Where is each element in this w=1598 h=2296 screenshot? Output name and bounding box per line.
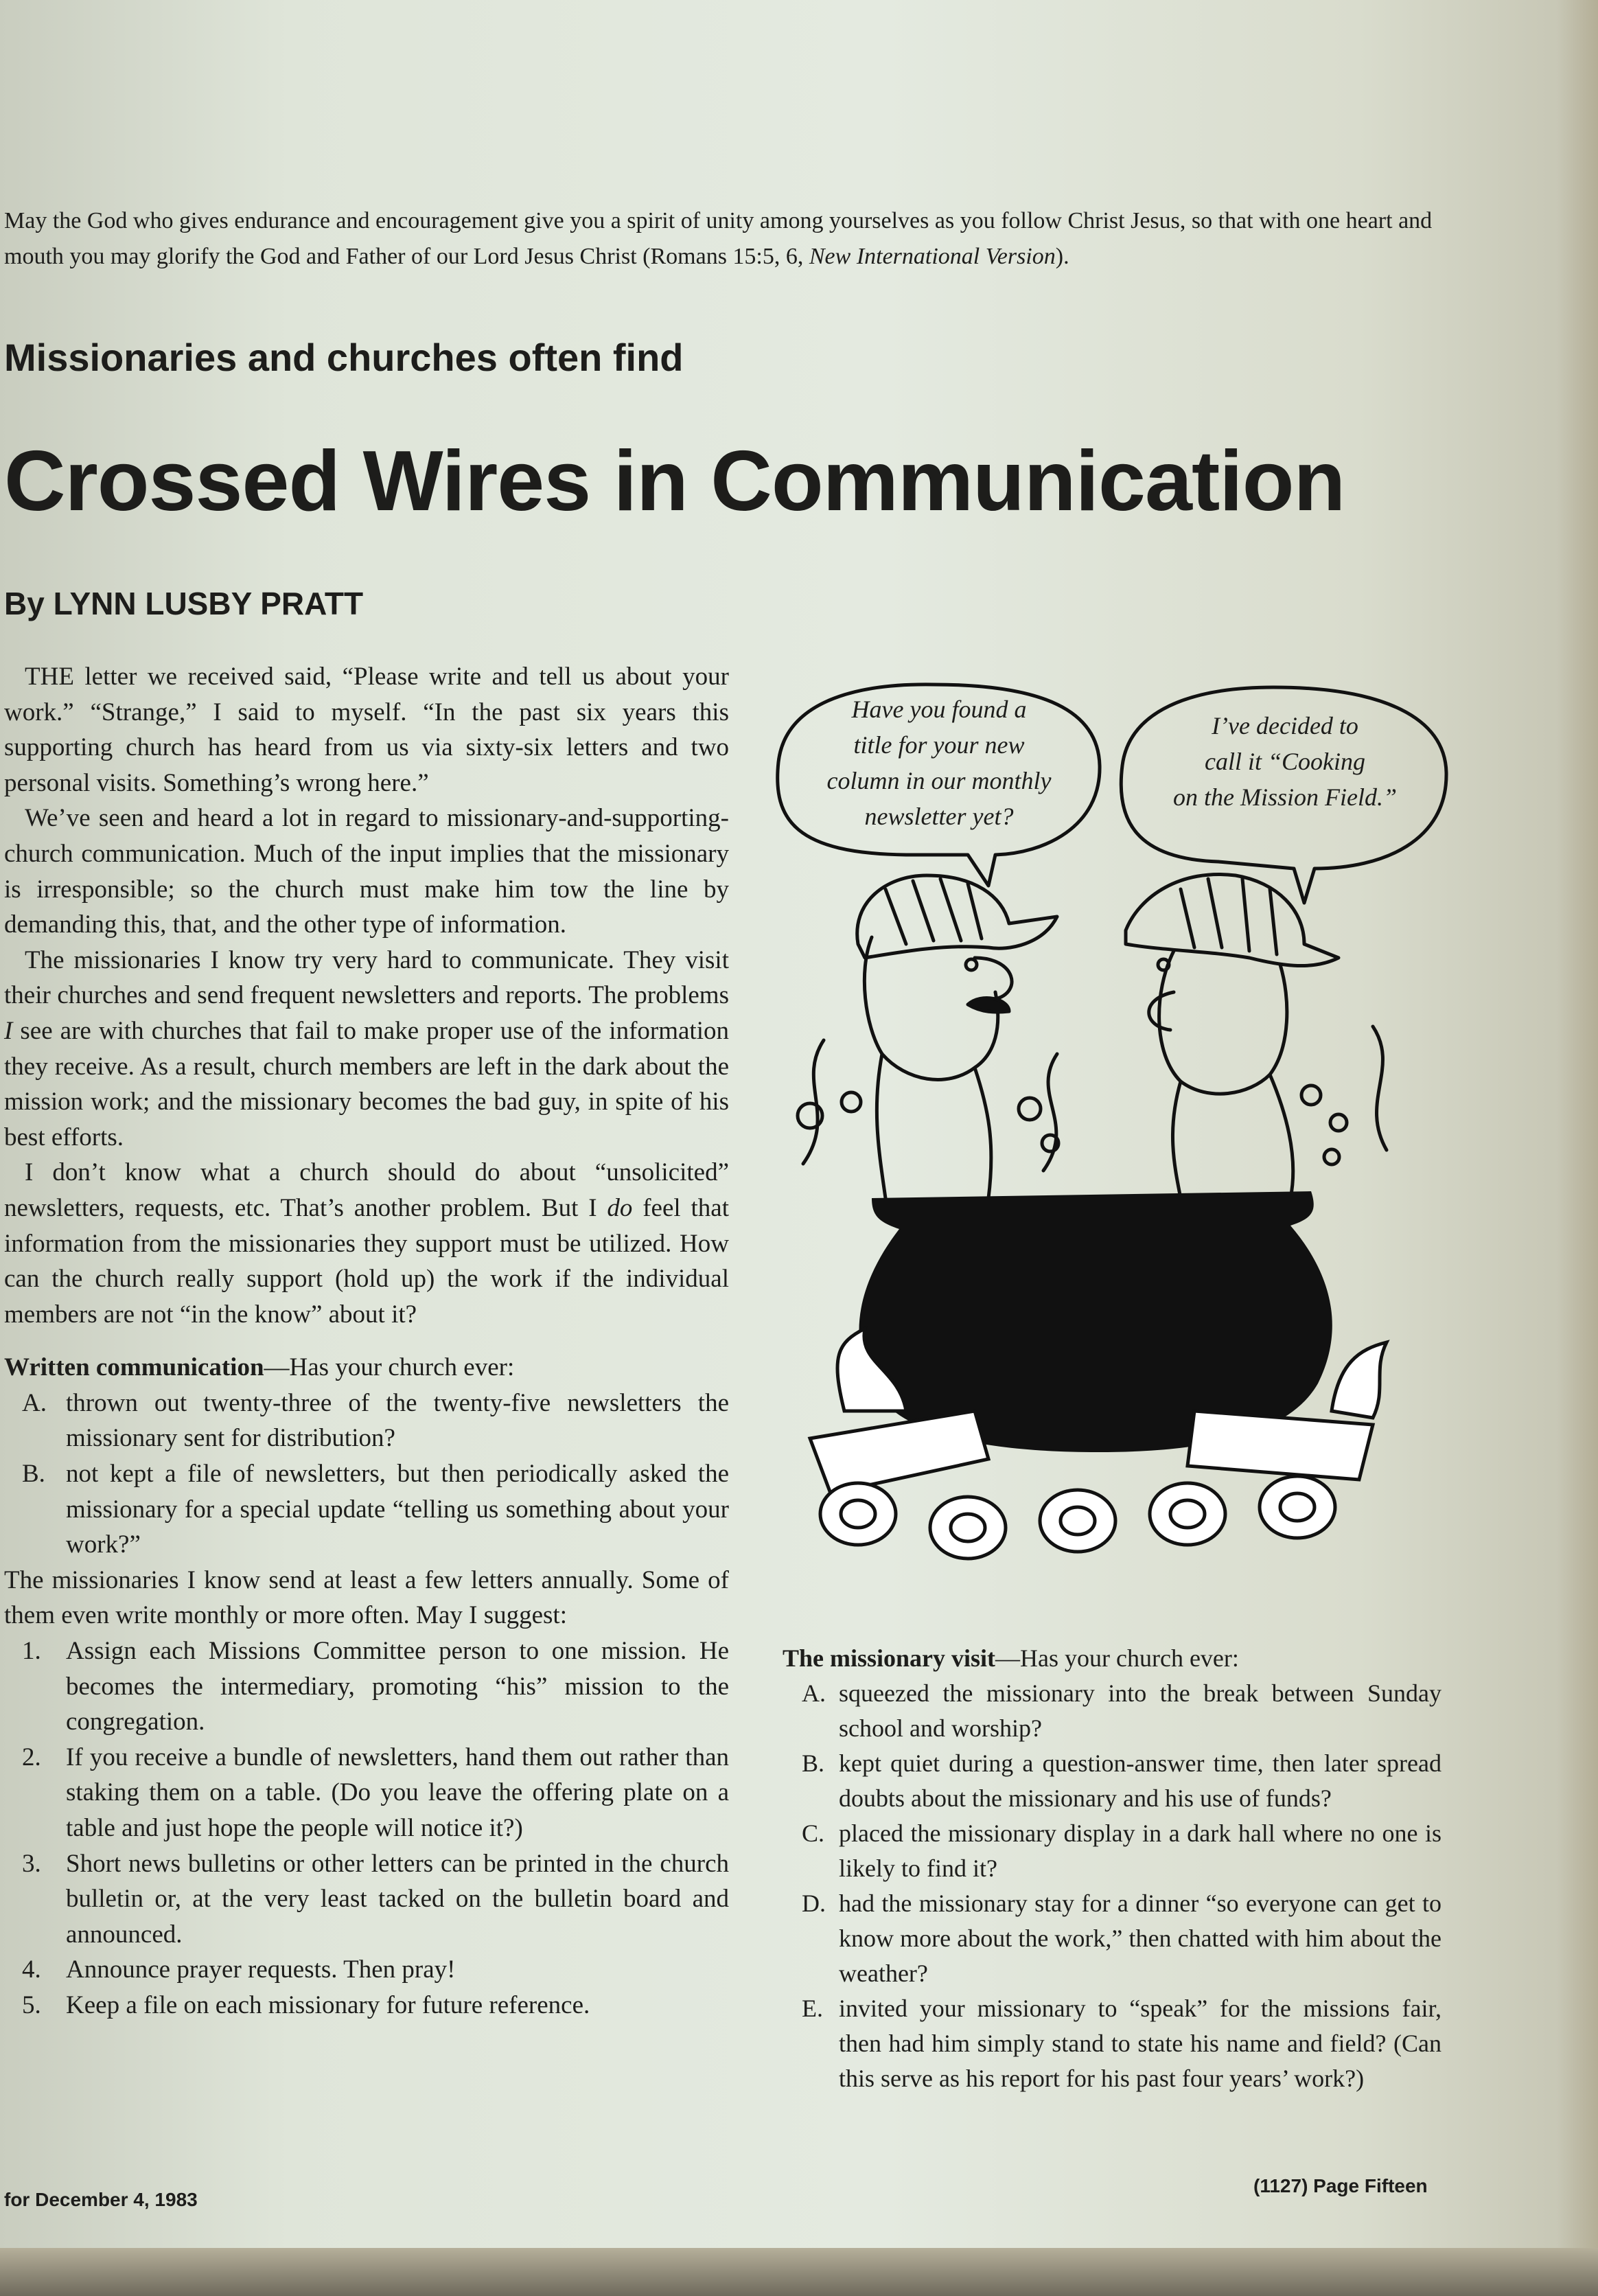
right-eye — [1158, 959, 1169, 970]
written-heading — [4, 1350, 729, 1386]
paragraph-1: THE letter we received said, “Please write and tell us about your work.” “Strange,” I said to myself. “In the past six years this supporting church has heard from us via sixty-six letters and two personal visits. Something’s wrong here.” — [4, 663, 729, 797]
log-ring — [841, 1500, 875, 1528]
left-mustache — [968, 998, 1009, 1012]
list-text: thrown out twenty-three of the twenty-five newsletters the missionary sent for distribution? — [66, 1388, 729, 1453]
log-ring — [1170, 1500, 1205, 1528]
bubble — [1324, 1149, 1339, 1164]
list-item — [783, 1991, 1441, 2096]
list-marker: 1. — [22, 1637, 41, 1666]
cauldron — [859, 1191, 1332, 1452]
bubble — [1330, 1114, 1347, 1131]
paragraph-3 — [4, 943, 729, 1156]
list-item — [783, 1746, 1441, 1816]
list-marker: 5. — [22, 1990, 41, 2019]
list-text: squeezed the missionary into the break between Sunday school and worship? — [839, 1679, 1441, 1742]
bubble-right-line-2: call it “Cooking — [1205, 748, 1365, 775]
bubble-left-line-1: Have you found a — [851, 696, 1027, 723]
steam-right — [1373, 1026, 1387, 1150]
bubble-right-line-3: on the Mission Field.” — [1173, 783, 1397, 811]
list-marker: 2. — [22, 1743, 41, 1771]
log — [810, 1411, 988, 1493]
footer-date: for December 4, 1983 — [4, 2189, 198, 2210]
left-eye — [966, 959, 977, 970]
list-marker: B. — [22, 1460, 45, 1489]
paragraph-3-emphasis: I — [4, 1016, 13, 1045]
list-item — [783, 1886, 1441, 1991]
flame-right — [1332, 1342, 1387, 1418]
list-marker: A. — [802, 1679, 826, 1707]
right-head-outline — [1159, 951, 1287, 1094]
list-marker: B. — [802, 1749, 825, 1777]
epigraph-version: New International Version — [809, 244, 1056, 269]
list-marker: C. — [802, 1819, 825, 1847]
bubble-left-line-2: title for your new — [853, 731, 1025, 759]
paragraph-4 — [4, 1155, 729, 1332]
list-text: Short news bulletins or other letters can be printed in the church bulletin or, at the very least tacked on the bulletin board and announced. — [66, 1849, 729, 1949]
list-text: Announce prayer requests. Then pray! — [66, 1955, 456, 1984]
scan-bottom-edge — [0, 2248, 1598, 2296]
list-text: had the missionary stay for a dinner “so everyone can get to know more about the work,” then chatted with him about the weather? — [839, 1890, 1441, 1987]
paragraph-4-a: I don’t know what a church should do about “unsolicited” newsletters, requests, etc. That’s another problem. But I — [4, 1158, 729, 1222]
visit-heading-label: The missionary visit — [783, 1644, 996, 1672]
list-marker: 3. — [22, 1849, 41, 1878]
left-body — [877, 1054, 991, 1198]
log-ring — [951, 1514, 985, 1541]
list-text: not kept a file of newsletters, but then periodically asked the missionary for a special update “telling us something about your work?” — [66, 1460, 729, 1559]
left-hat-stripes — [885, 879, 982, 944]
list-marker: D. — [802, 1890, 826, 1917]
bubble-right-line-1: I’ve decided to — [1212, 712, 1358, 739]
right-nose — [1149, 992, 1174, 1030]
bubble-left-line-4: newsletter yet? — [864, 803, 1014, 830]
list-text: Assign each Missions Committee person to one mission. He becomes the intermediary, promoting “his” mission to the congregation. — [66, 1637, 729, 1736]
visit-heading — [783, 1641, 1441, 1676]
list-item — [4, 1988, 729, 2023]
epigraph — [4, 203, 1466, 275]
left-nose — [975, 958, 1012, 999]
log-ring — [1061, 1507, 1095, 1535]
bubble — [842, 1092, 861, 1112]
list-marker: 4. — [22, 1955, 41, 1984]
written-heading-label: Written communication — [4, 1353, 264, 1382]
epigraph-text: May the God who gives endurance and encouragement give you a spirit of unity among yourselves as you follow Christ Jesus, so that with one heart and mouth you may glorify the God and Father of our Lord Jesus Christ (Romans 15:5, 6, — [4, 208, 1433, 269]
list-item — [4, 1386, 729, 1456]
paragraph-4-emphasis: do — [607, 1193, 633, 1222]
list-text: placed the missionary display in a dark hall where no one is likely to find it? — [839, 1819, 1441, 1882]
bubble — [1301, 1086, 1321, 1105]
written-list — [4, 1386, 729, 1563]
bubble — [1019, 1098, 1041, 1120]
epigraph-end: ). — [1055, 244, 1069, 269]
byline: By LYNN LUSBY PRATT — [4, 586, 364, 621]
paragraph-3-b: see are with churches that fail to make proper use of the information they receive. As a result, church members are left in the dark about the mission work; and the missionary becomes the bad guy, in spite of his best efforts. — [4, 1016, 729, 1151]
list-marker: E. — [802, 1995, 823, 2022]
written-heading-lead: —Has your church ever: — [264, 1353, 515, 1382]
list-item — [4, 1952, 729, 1988]
list-text: If you receive a bundle of newsletters, hand them out rather than staking them on a table. (Do you leave the offering plate on a table and just hope the people will notice it?) — [66, 1743, 729, 1842]
page-edge-shadow — [1557, 0, 1598, 2296]
list-item — [4, 1846, 729, 1953]
left-column — [4, 659, 729, 2023]
list-item — [4, 1740, 729, 1846]
left-hat — [857, 875, 1057, 958]
right-hat — [1126, 874, 1339, 965]
list-item — [783, 1816, 1441, 1886]
bubble-left-line-3: column in our monthly — [826, 767, 1052, 794]
headline: Crossed Wires in Communication — [4, 434, 1345, 529]
paragraph-3-a: The missionaries I know try very hard to communicate. They visit their churches and send frequent newsletters and reports. The problems — [4, 945, 729, 1010]
list-text: Keep a file on each missionary for future reference. — [66, 1990, 590, 2019]
list-marker: A. — [22, 1388, 47, 1417]
list-text: kept quiet during a question-answer time, then later spread doubts about the missionary and his use of funds? — [839, 1749, 1441, 1812]
suggest-paragraph: The missionaries I know send at least a few letters annually. Some of them even write monthly or more often. May I suggest: — [4, 1565, 729, 1630]
visit-heading-lead: —Has your church ever: — [995, 1644, 1239, 1672]
list-item — [4, 1456, 729, 1563]
kicker: Missionaries and churches often find — [4, 336, 684, 379]
list-item — [4, 1633, 729, 1740]
list-item — [783, 1676, 1441, 1746]
log — [1188, 1411, 1373, 1480]
cartoon-illustration — [769, 669, 1490, 1583]
right-hat-stripes — [1181, 879, 1277, 954]
list-text: invited your missionary to “speak” for the missions fair, then had him simply stand to state his name and field? (Can this serve as his report for his past four years’ work?) — [839, 1995, 1441, 2092]
paragraph-2: We’ve seen and heard a lot in regard to missionary-and-supporting-church communication. Much of the input implies that the missionary is irresponsible; so the church must make him tow the line by demanding this, that, and the other type of information. — [4, 804, 729, 939]
paragraph-4-b: feel that information from the missionaries they support must be utilized. How can the church really support (hold up) the work if the individual members are not “in the know” about it? — [4, 1193, 729, 1329]
steam-left — [803, 1040, 824, 1164]
footer-page-number: (1127) Page Fifteen — [1253, 2175, 1428, 2196]
suggestions-list — [4, 1633, 729, 2023]
right-column — [783, 1641, 1441, 2096]
log-ring — [1280, 1493, 1315, 1521]
visit-list — [783, 1676, 1441, 2096]
